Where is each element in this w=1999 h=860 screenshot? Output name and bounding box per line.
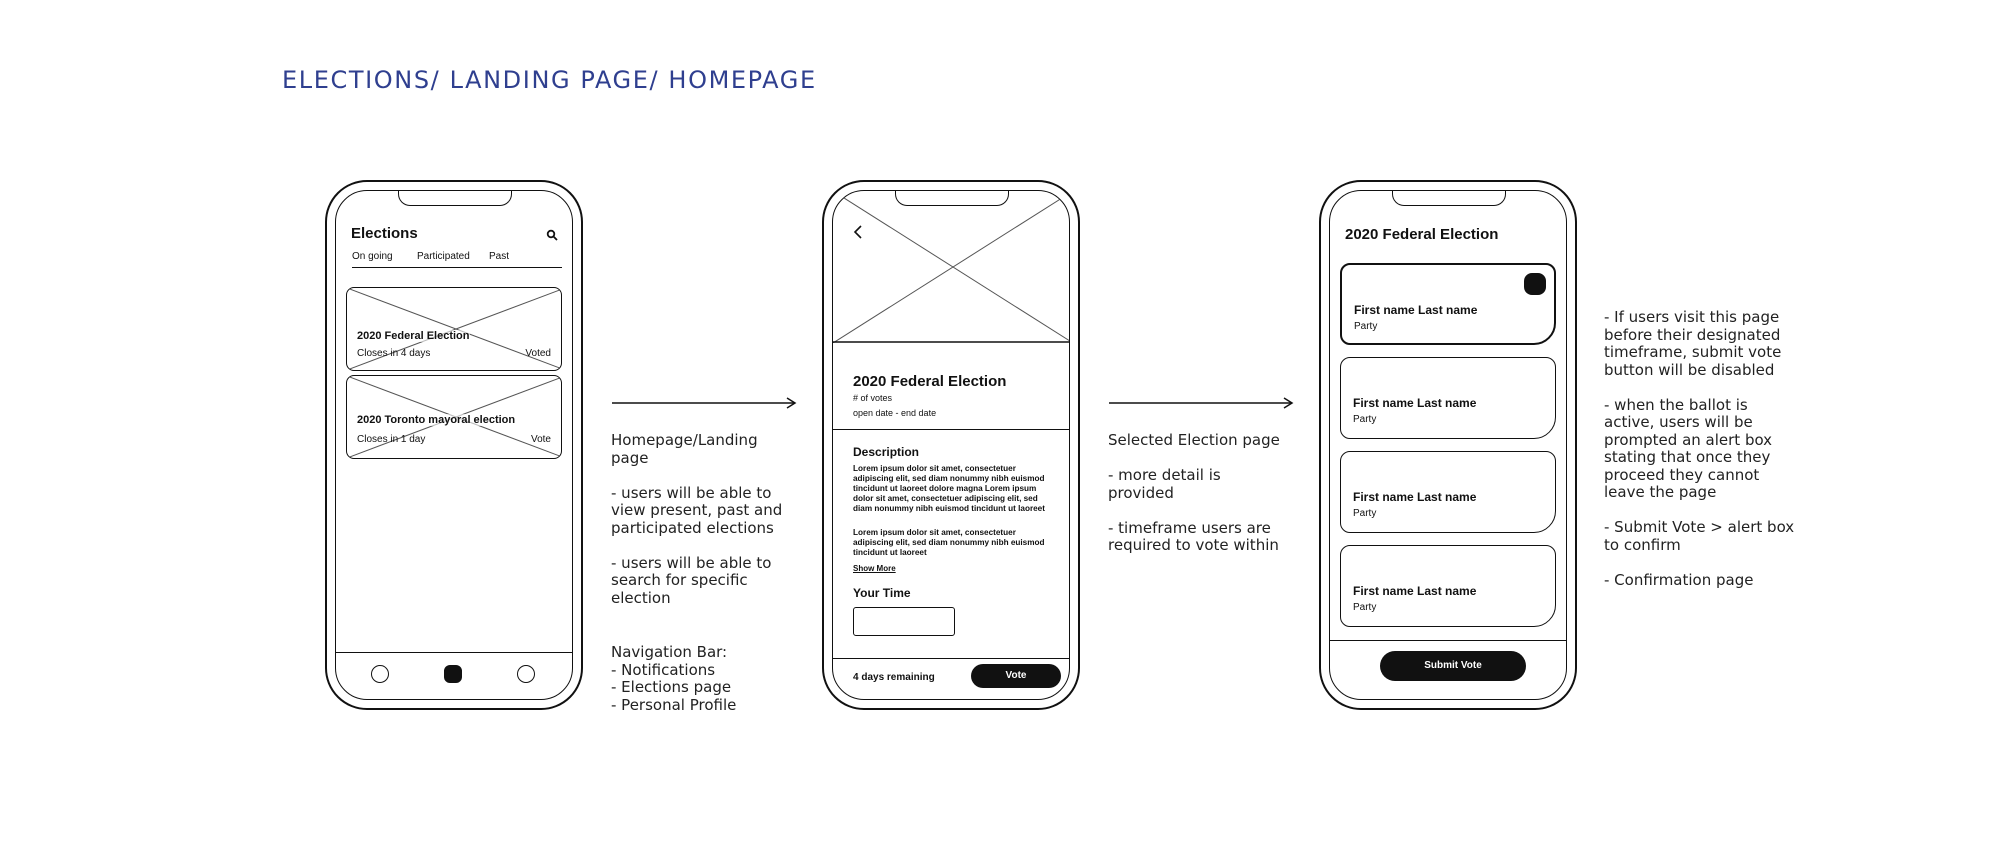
candidate-name: First name Last name <box>1354 303 1478 317</box>
detail-annotation <box>1108 432 1280 555</box>
candidate-option-selected[interactable] <box>1340 263 1556 345</box>
ballot-title: 2020 Federal Election <box>1345 226 1499 243</box>
candidate-option[interactable] <box>1340 357 1556 439</box>
vote-button[interactable]: Vote <box>971 664 1061 688</box>
annotation-line: - Confirmation page <box>1604 570 1754 589</box>
election-card-deadline: Closes in 4 days <box>357 348 431 359</box>
annotation-line: to confirm <box>1604 535 1681 554</box>
section-divider <box>833 429 1069 430</box>
election-card-status: Voted <box>525 348 551 359</box>
annotation-line: - Personal Profile <box>611 695 737 714</box>
notifications-icon[interactable] <box>371 665 389 683</box>
annotation-line: active, users will be <box>1604 413 1753 431</box>
election-dates: open date - end date <box>853 408 937 418</box>
annotation-line: Navigation Bar: <box>611 643 728 661</box>
annotation-line <box>1108 450 1280 468</box>
annotation-line <box>1108 502 1280 520</box>
phone-notch <box>895 190 1009 206</box>
election-card-title: 2020 Toronto mayoral election <box>357 414 516 426</box>
annotation-line <box>1604 554 1794 572</box>
annotation-line: before their designated <box>1604 325 1781 344</box>
page-title: ELECTIONS/ LANDING PAGE/ HOMEPAGE <box>282 66 817 94</box>
annotation-line: - Elections page <box>611 678 732 696</box>
description-text: Lorem ipsum dolor sit amet, consectetuer adipiscing elit, sed diam nonummy nibh euismod tincidunt ut laoreet <box>853 528 1045 557</box>
show-more-link[interactable]: Show More <box>853 564 896 573</box>
election-card-title: 2020 Federal Election <box>357 330 470 342</box>
tab-past[interactable]: Past <box>489 251 510 262</box>
screen-title: Elections <box>351 225 418 242</box>
candidate-name: First name Last name <box>1353 584 1477 598</box>
candidate-option[interactable] <box>1340 545 1556 627</box>
annotation-line: timeframe, submit vote <box>1604 343 1782 361</box>
annotation-line: leave the page <box>1604 483 1717 501</box>
landing-annotation <box>611 432 782 607</box>
annotation-line: - users will be able to <box>611 483 772 502</box>
annotation-line: search for specific <box>611 571 748 589</box>
annotation-line: view present, past and <box>611 501 783 519</box>
landing-screen <box>335 190 573 700</box>
time-input[interactable] <box>853 607 955 636</box>
annotation-line: Selected Election page <box>1108 431 1280 449</box>
description-heading: Description <box>853 445 920 459</box>
profile-icon[interactable] <box>517 665 535 683</box>
annotation-line: - users will be able to <box>611 553 772 572</box>
phone-notch <box>1392 190 1506 206</box>
phone-ballot <box>1319 180 1577 710</box>
candidate-name: First name Last name <box>1353 490 1477 504</box>
ballot-annotation <box>1604 309 1794 589</box>
annotation-line <box>611 537 782 555</box>
annotation-line: stating that once they <box>1604 448 1771 466</box>
your-time-heading: Your Time <box>853 586 911 600</box>
candidate-party: Party <box>1353 414 1377 425</box>
flow-arrow <box>610 396 798 410</box>
annotation-line <box>611 467 782 485</box>
election-card[interactable] <box>346 375 562 459</box>
annotation-line: required to vote within <box>1108 536 1279 554</box>
candidate-party: Party <box>1353 508 1377 519</box>
annotation-line: - Notifications <box>611 660 716 679</box>
back-arrow-icon[interactable] <box>853 225 863 244</box>
annotation-line: - Submit Vote > alert box <box>1604 518 1795 536</box>
election-tabs <box>352 251 562 268</box>
flow-arrow <box>1107 396 1295 410</box>
annotation-line: button will be disabled <box>1604 360 1775 379</box>
annotation-line: - when the ballot is <box>1604 395 1748 414</box>
election-title: 2020 Federal Election <box>853 373 1007 390</box>
vote-count: # of votes <box>853 393 893 403</box>
annotation-line: prompted an alert box <box>1604 430 1773 449</box>
annotation-line <box>1604 502 1794 520</box>
candidate-name: First name Last name <box>1353 396 1477 410</box>
elections-icon[interactable] <box>444 665 462 683</box>
election-card[interactable] <box>346 287 562 371</box>
vote-footer <box>833 658 1069 699</box>
annotation-line: proceed they cannot <box>1604 465 1760 484</box>
phone-landing <box>325 180 583 710</box>
phone-election-detail <box>822 180 1080 710</box>
search-icon[interactable] <box>546 228 558 246</box>
candidate-party: Party <box>1353 602 1377 613</box>
election-card-deadline: Closes in 1 day <box>357 434 426 445</box>
selected-indicator-icon <box>1524 273 1546 295</box>
annotation-line: page <box>611 448 649 467</box>
annotation-line: Homepage/Landing <box>611 431 758 449</box>
submit-vote-button[interactable]: Submit Vote <box>1380 651 1526 681</box>
hero-image-placeholder <box>833 191 1070 343</box>
phone-notch <box>398 190 512 206</box>
annotation-line: - more detail is <box>1108 466 1221 484</box>
election-card-status: Vote <box>530 434 551 445</box>
tab-participated[interactable]: Participated <box>417 251 470 262</box>
ballot-screen <box>1329 190 1567 700</box>
bottom-nav-bar <box>336 652 572 699</box>
candidate-option[interactable] <box>1340 451 1556 533</box>
submit-footer <box>1330 640 1566 699</box>
nav-annotation <box>611 644 736 714</box>
description-text: Lorem ipsum dolor sit amet, consectetuer adipiscing elit, sed diam nonummy nibh euismod tincidunt ut laoreet dolore magna Lorem ipsum dolor sit amet, consectetuer adipiscing elit, sed diam nonummy nibh euismod tincidunt ut laoreet <box>853 464 1045 513</box>
tab-ongoing[interactable]: On going <box>352 251 393 262</box>
annotation-line: election <box>611 588 671 607</box>
annotation-line <box>1604 379 1794 397</box>
annotation-line: provided <box>1108 483 1174 502</box>
candidate-party: Party <box>1354 321 1378 332</box>
detail-screen <box>832 190 1070 700</box>
annotation-line: participated elections <box>611 518 774 537</box>
annotation-line: - timeframe users are <box>1108 518 1271 537</box>
days-remaining: 4 days remaining <box>853 672 935 683</box>
annotation-line: - If users visit this page <box>1604 308 1780 326</box>
